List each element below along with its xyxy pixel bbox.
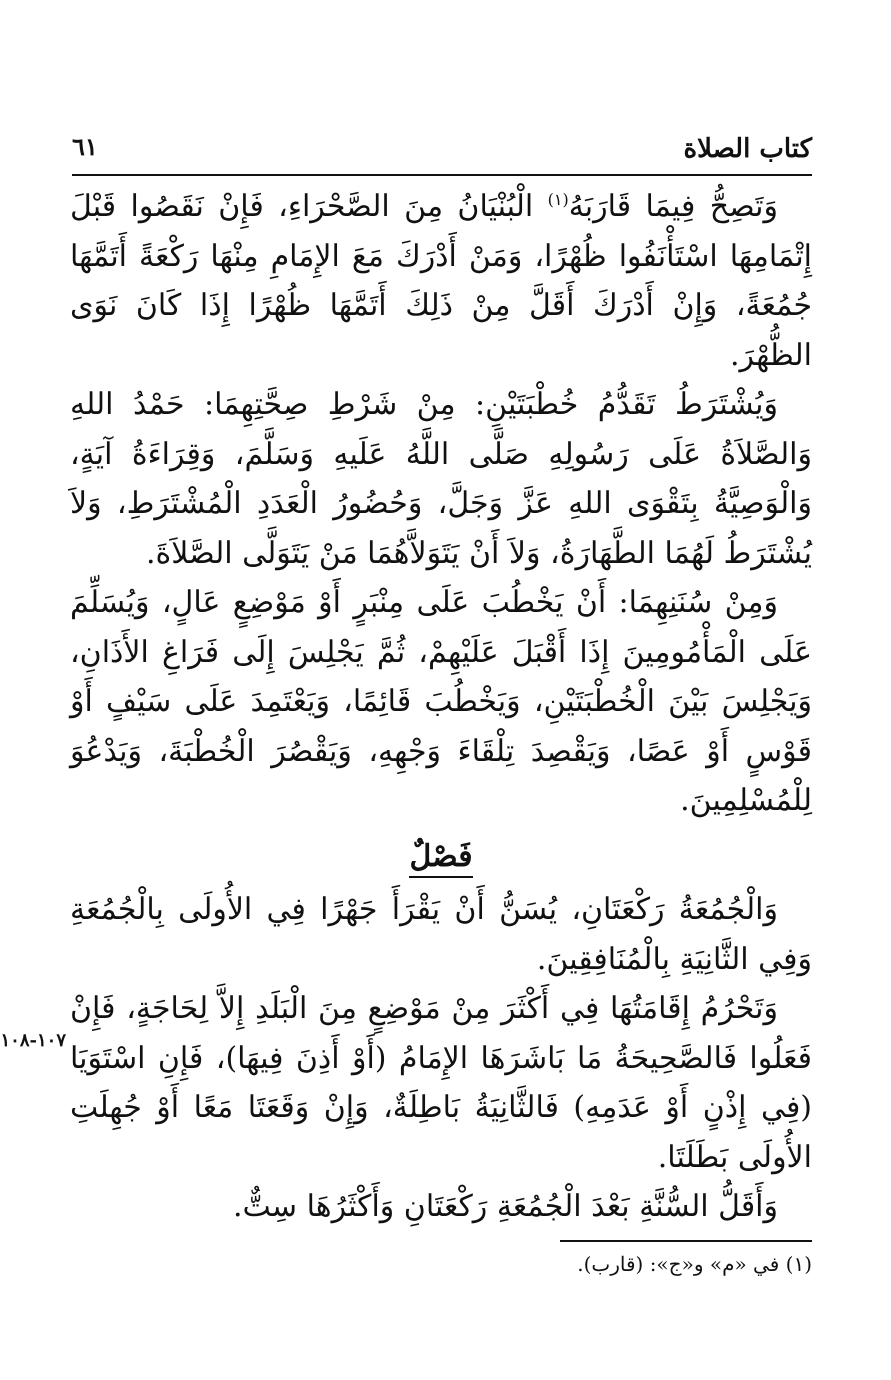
footnote-divider [560,1240,812,1242]
paragraph [70,182,812,380]
paragraph: وَيُشْتَرَطُ تَقَدُّمُ خُطْبَتَيْنِ: مِنْ شَرْطِ صِحَّتِهِمَا: حَمْدُ اللهِ وَالصَّلاَةُ عَلَى رَسُولِهِ صَلَّى اللَّهُ عَلَيهِ وَسَلَّمَ، وَقِرَاءَةُ آيَةٍ، وَالْوَصِيَّةُ بِتَقْوَى اللهِ عَزَّ وَجَلَّ، وَحُضُورُ الْعَدَدِ الْمُشْتَرَطِ، وَلاَ يُشْتَرَطُ لَهُمَا الطَّهَارَةُ، وَلاَ أَنْ يَتَوَلاَّهُمَا مَنْ يَتَوَلَّى الصَّلاَةَ. [70,387,812,571]
paragraph: وَتَحْرُمُ إِقَامَتُهَا فِي أَكْثَرَ مِنْ مَوْضِعٍ مِنَ الْبَلَدِ إِلاَّ لِحَاجَةٍ، فَإِنْ فَعَلُوا فَالصَّحِيحَةُ مَا بَاشَرَهَا الإِمَامُ (أَوْ أَذِنَ فِيهَا)، فَإِنِ اسْتَوَيَا (فِي إِذْنٍ أَوْ عَدَمِهِ) فَالثَّانِيَةُ بَاطِلَةٌ، وَإِنْ وَقَعَتَا مَعًا أَوْ جُهِلَتِ الأُولَى بَطَلَتَا. [70,991,812,1175]
paragraph: وَمِنْ سُنَنِهِمَا: أَنْ يَخْطُبَ عَلَى مِنْبَرٍ أَوْ مَوْضِعٍ عَالٍ، وَيُسَلِّمَ عَلَى الْمَأْمُومِينَ إِذَا أَقْبَلَ عَلَيْهِمْ، ثُمَّ يَجْلِسَ إِلَى فَرَاغِ الأَذَانِ، وَيَجْلِسَ بَيْنَ الْخُطْبَتَيْنِ، وَيَخْطُبَ قَائِمًا، وَيَعْتَمِدَ عَلَى سَيْفٍ أَوْ قَوْسٍ أَوْ عَصًا، وَيَقْصِدَ تِلْقَاءَ وَجْهِهِ، وَيَقْصُرَ الْخُطْبَةَ، وَيَدْعُوَ لِلْمُسْلِمِينَ. [70,585,812,818]
page-header [72,128,812,176]
footnote-ref[interactable]: (١) [547,190,569,209]
section-heading [70,832,812,882]
chapter-title: كتاب الصلاة [683,134,812,164]
section-heading-text: فَصْلٌ [409,839,472,878]
paragraph: وَالْجُمُعَةُ رَكْعَتَانِ، يُسَنُّ أَنْ يَقْرَأَ جَهْرًا فِي الأُولَى بِالْجُمُعَةِ وَفِي الثَّانِيَةِ بِالْمُنَافِقِينَ. [70,892,812,977]
paragraph-text: وَتَصِحُّ فِيمَا قَارَبَهُ [568,189,778,224]
page-number: ٦١ [72,132,98,161]
main-text [70,182,812,1232]
paragraph-text: الْبُنْيَانُ مِنَ الصَّحْرَاءِ، فَإِنْ نَقَصُوا قَبْلَ إِتْمَامِهَا اسْتَأْنَفُوا ظُهْرًا، وَمَنْ أَدْرَكَ مَعَ الإِمَامِ مِنْهَا رَكْعَةً أَتَمَّهَا جُمُعَةً، وَإِنْ أَدْرَكَ أَقَلَّ مِنْ ذَلِكَ أَتَمَّهَا ظُهْرًا إِذَا كَانَ نَوَى الظُّهْرَ. [70,189,812,373]
paragraph: وَأَقَلُّ السُّنَّةِ بَعْدَ الْجُمُعَةِ رَكْعَتَانِ وَأَكْثَرُهَا سِتٌّ. [232,1189,778,1224]
margin-reference: ١٠٧-١٠٨ [0,1030,66,1051]
footnote: (١) في «م» و«ج»: (قارب). [577,1252,812,1276]
